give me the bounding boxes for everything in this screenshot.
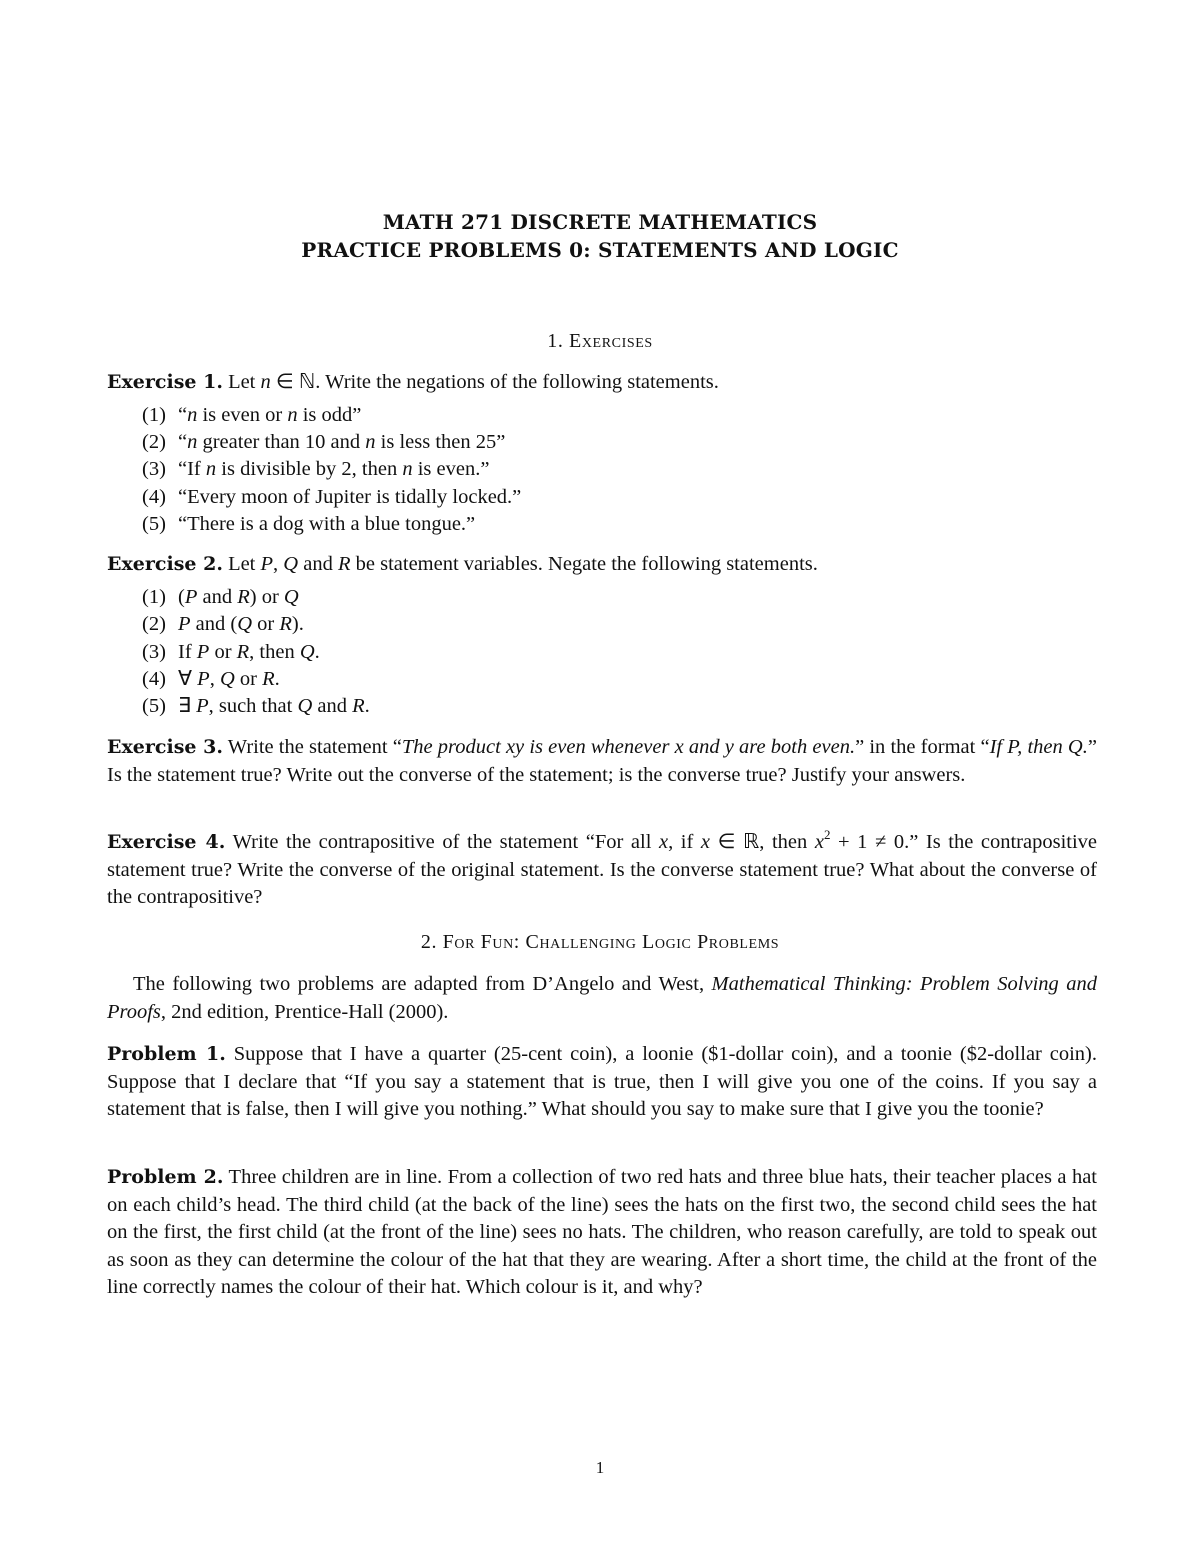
item-text: “Every moon of Jupiter is tidally locked.”: [178, 486, 522, 508]
exercise-2-text: Let P, Q and R be statement variables. Negate the following statements.: [222, 553, 818, 575]
exercise-4: [107, 829, 1097, 912]
exercise-4-text: Write the contrapositive of the statement “For all x, if x ∈ ℝ, then $x^2 + 1 \ne 0$.” Is the contrapositive statement true? Write the converse of the original statement. Is the converse statement true? What about the converse of the contrapositive?: [107, 827, 1098, 908]
item-text: If P or R, then Q.: [178, 641, 320, 663]
item-text: P and (Q or R).: [178, 613, 304, 635]
document-title-line-2: PRACTICE PROBLEMS 0: STATEMENTS AND LOGIC: [301, 238, 899, 262]
exercise-1-label: Exercise 1.: [107, 371, 223, 393]
item-number: (3): [142, 458, 166, 480]
problem-2: [107, 1164, 1097, 1302]
item-text: “There is a dog with a blue tongue.”: [178, 513, 476, 535]
exercise-2-item: [142, 584, 1102, 612]
item-number: (3): [142, 641, 166, 663]
item-text: (P and R) or Q: [178, 586, 299, 608]
exercise-2-label: Exercise 2.: [107, 553, 223, 575]
exercise-4-label: Exercise 4.: [107, 831, 226, 853]
exercise-1-item: [142, 402, 1102, 430]
item-number: (5): [142, 513, 166, 535]
problem-1-text: Suppose that I have a quarter (25-cent coin), a loonie ($1-dollar coin), and a toonie ($2-dollar coin). Suppose that I declare that “If you say a statement that is true, then I will give you one of the coins. If you say a statement that is false, then I will give you nothing.” What should you say to make sure that I give you the toonie?: [107, 1043, 1097, 1120]
fun-intro: [107, 971, 1097, 1026]
problem-2-text: Three children are in line. From a collection of two red hats and three blue hats, their teacher places a hat on each child’s head. The third child (at the back of the line) sees the hats on the first two, the second child sees the hat on the first, the first child (at the front of the line) sees no hats. The children, who reason carefully, are told to speak out as soon as they can determine the colour of the hat that they are wearing. After a short time, the child at the front of the line correctly names the colour of their hat. Which colour is it, and why?: [107, 1166, 1097, 1298]
fun-intro-text: The following two problems are adapted from D’Angelo and West, Mathematical Thinking: Problem Solving and Proofs, 2nd edition, Prentice-Hall (2000).: [107, 973, 1097, 1023]
item-number: (5): [142, 695, 166, 717]
exercise-1-item: [142, 511, 1102, 539]
item-text: “n is even or n is odd”: [178, 404, 362, 426]
item-number: (4): [142, 486, 166, 508]
item-number: (1): [142, 586, 166, 608]
exercise-2-intro: [107, 551, 1097, 579]
section-heading-for-fun: 2. For Fun: Challenging Logic Problems: [420, 931, 780, 953]
document-title-line-1: MATH 271 DISCRETE MATHEMATICS: [382, 210, 818, 234]
exercise-1-item: [142, 484, 1102, 512]
exercise-1-text: Let n ∈ ℕ. Write the negations of the following statements.: [222, 371, 719, 393]
item-text: “If n is divisible by 2, then n is even.”: [178, 458, 490, 480]
exercise-3-label: Exercise 3.: [107, 736, 223, 758]
item-text: ∀ P, Q or R.: [178, 668, 280, 690]
exercise-1-intro: [107, 369, 1097, 397]
exercise-3: [107, 734, 1097, 789]
problem-1: [107, 1041, 1097, 1124]
item-text: “n greater than 10 and n is less then 25”: [178, 431, 506, 453]
exercise-1-item: [142, 456, 1102, 484]
page-number: 1: [595, 1458, 605, 1477]
problem-1-label: Problem 1.: [107, 1043, 226, 1065]
exercise-2-item: [142, 611, 1102, 639]
exercise-3-text: Write the statement “The product xy is even whenever x and y are both even.” in the format “If P, then Q.” Is the statement true? Write out the converse of the statement; is the converse true? Justify your answers.: [107, 736, 1097, 786]
exercise-2-item: [142, 639, 1102, 667]
problem-2-label: Problem 2.: [107, 1166, 224, 1188]
exercise-2-item: [142, 693, 1102, 721]
exercise-2-item: [142, 666, 1102, 694]
item-number: (4): [142, 668, 166, 690]
item-number: (2): [142, 613, 166, 635]
item-number: (2): [142, 431, 166, 453]
item-number: (1): [142, 404, 166, 426]
exercise-1-item: [142, 429, 1102, 457]
item-text: ∃ P, such that Q and R.: [178, 695, 370, 717]
section-heading-exercises: 1. Exercises: [547, 330, 653, 352]
